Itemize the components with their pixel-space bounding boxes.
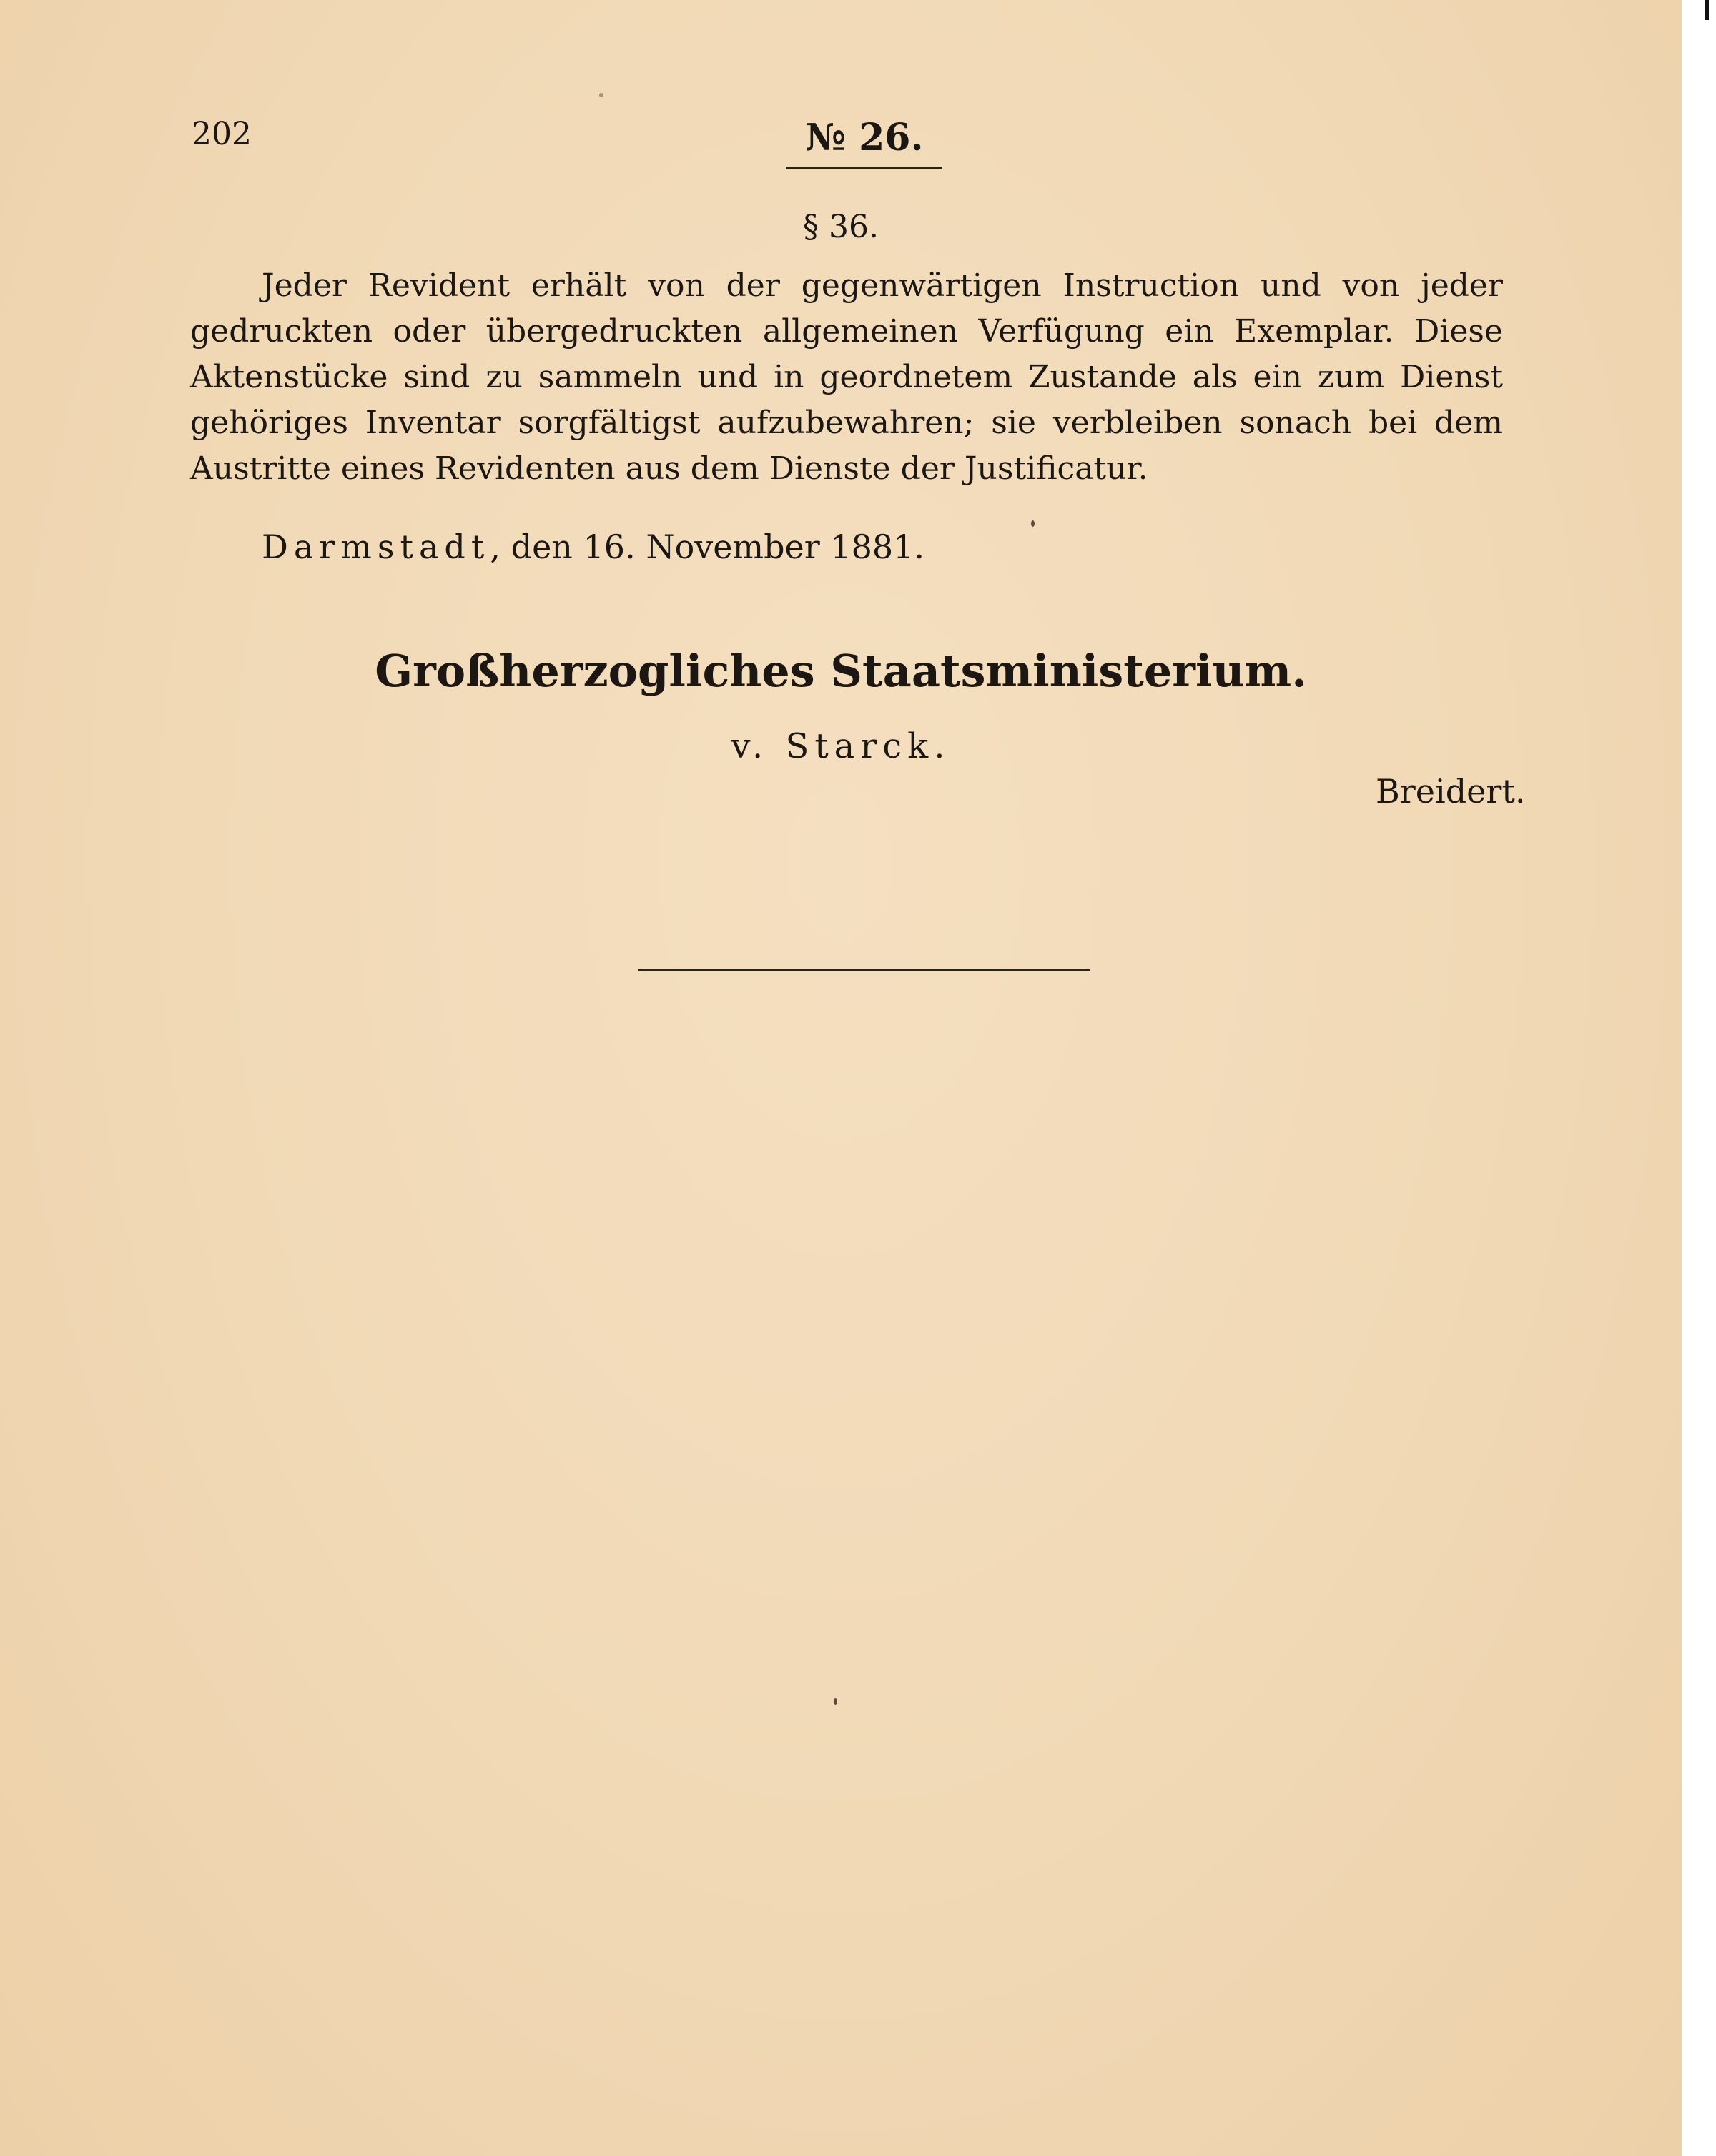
- header-rule: [786, 167, 942, 169]
- ministry-name: Großherzogliches Staatsministerium.: [375, 645, 1307, 697]
- signature-breidert: Breidert.: [1376, 772, 1526, 811]
- issue-number: № 26.: [805, 116, 924, 159]
- paper-speck: [834, 1698, 837, 1705]
- scan-margin: [1682, 0, 1716, 2156]
- section-heading: § 36.: [803, 209, 879, 245]
- place-date-line: [262, 528, 924, 566]
- paper-speck: [599, 93, 603, 97]
- body-paragraph: Jeder Revident erhält von der gegenwärtigen Instruction und von jeder gedruckten oder übergedruckten allgemeinen Verfügung ein Exemplar. Diese Aktenstücke sind zu sammeln und in geordnetem Zustande als ein zum Dienst gehöriges Inventar sorgfältigst aufzubewahren; sie verbleiben sonach bei dem Austritte eines Revidenten aus dem Dienste der Justificatur.: [190, 267, 1503, 487]
- signature-starck: v. Starck.: [731, 726, 951, 766]
- closing-rule: [638, 969, 1090, 971]
- date-text: , den 16. November 1881.: [490, 528, 925, 566]
- page-number: 202: [192, 116, 252, 152]
- scan-margin-mark: [1705, 0, 1709, 20]
- paper-speck: [1031, 520, 1035, 527]
- place-name: Darmstadt: [262, 528, 490, 566]
